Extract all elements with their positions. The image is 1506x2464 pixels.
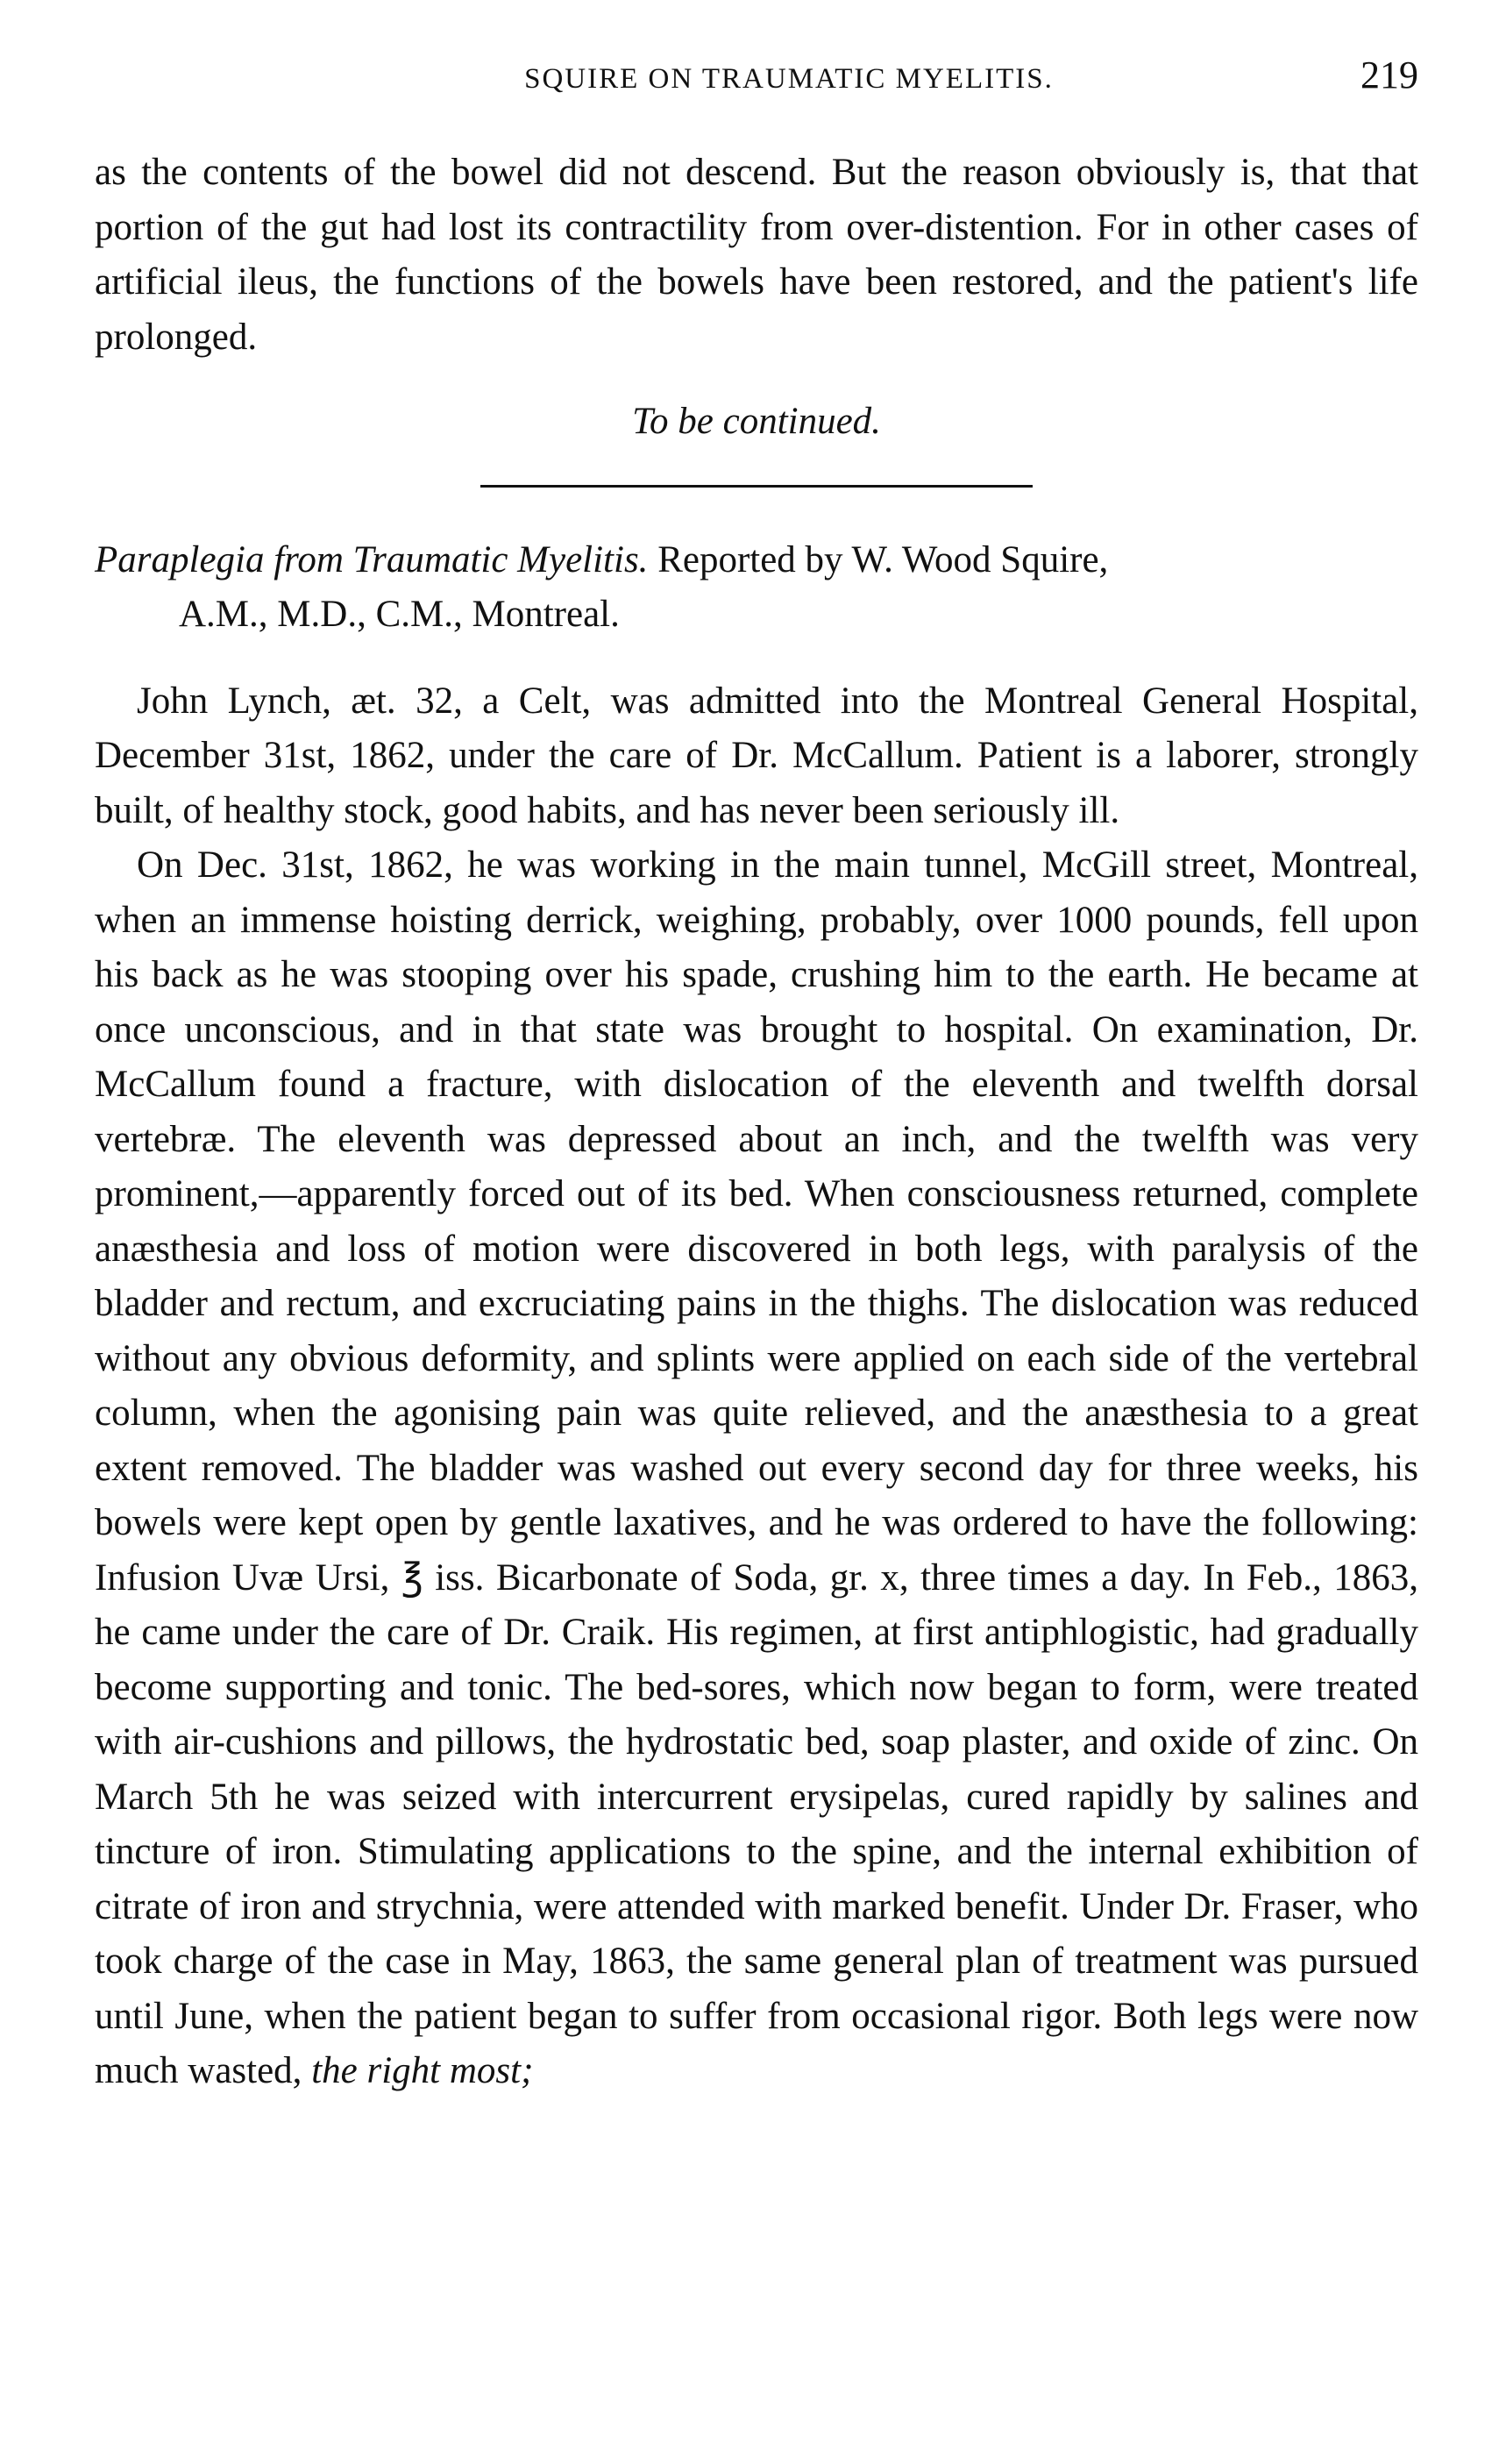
continuation-paragraph: as the contents of the bowel did not descend. But the reason obviously is, that that portion of the gut had lost its contractility from over-distention. For in other cases of artificial ileus, the functions of the bowels have been restored, and the patient's life prolonged. xyxy=(95,152,1418,358)
running-head xyxy=(95,53,1418,114)
article-heading xyxy=(95,533,1418,643)
running-title: SQUIRE ON TRAUMATIC MYELITIS. xyxy=(524,63,1054,95)
body-paragraph-1: John Lynch, æt. 32, a Celt, was admitted into the Montreal General Hospital, December 31st, 1862, under the care of Dr. McCallum. Patient is a laborer, strongly built, of healthy stock, good habits, and has never been seriously ill. xyxy=(95,680,1418,831)
section-divider xyxy=(480,485,1033,488)
to-be-continued: To be continued. xyxy=(632,401,881,442)
trailing-italic-text: the right most; xyxy=(311,2050,534,2091)
article-credentials: A.M., M.D., C.M., Montreal. xyxy=(179,594,620,635)
article-title: Paraplegia from Traumatic Myelitis. xyxy=(95,538,649,580)
page-number: 219 xyxy=(1360,53,1418,96)
body-paragraph-2-text: On Dec. 31st, 1862, he was working in the main tunnel, McGill street, Montreal, when an immense hoisting derrick, weighing, probably, over 1000 pounds, fell upon his back as he was stooping over his spade, crushing him to the earth. He became at once unconscious, and in that state was brought to hospital. On examination, Dr. McCallum found a fracture, with dislocation of the eleventh and twelfth dorsal vertebræ. The eleventh was depressed about an inch, and the twelfth was very prominent,—apparently forced out of its bed. When consciousness returned, complete anæsthesia and loss of motion were discovered in both legs, with paralysis of the bladder and rectum, and excruciating pains in the thighs. The dislocation was reduced without any obvious deformity, and splints were applied on each side of the vertebral column, when the agonising pain was quite relieved, and the anæsthesia to a great extent removed. The bladder was washed out every second day for three weeks, his bowels were kept open by gentle laxatives, and he was ordered to have the following: Infusion Uvæ Ursi, ℥ iss. Bicarbonate of Soda, gr. x, three times a day. In Feb., 1863, he came under the care of Dr. Craik. His regimen, at first antiphlogistic, had gradually become supporting and tonic. The bed-sores, which now began to form, were treated with air-cushions and pillows, the hydrostatic bed, soap plaster, and oxide of zinc. On March 5th he was seized with intercurrent erysipelas, cured rapidly by salines and tincture of iron. Stimulating applications to the spine, and the internal exhibition of citrate of iron and strychnia, were attended with marked benefit. Under Dr. Fraser, who took charge of the case in May, 1863, the same general plan of treatment was pursued until June, when the patient began to suffer from occasional rigor. Both legs were now much wasted, xyxy=(95,844,1418,2091)
article-reporter: Reported by W. Wood Squire, xyxy=(657,538,1109,580)
body-paragraph-2 xyxy=(95,838,1418,2099)
